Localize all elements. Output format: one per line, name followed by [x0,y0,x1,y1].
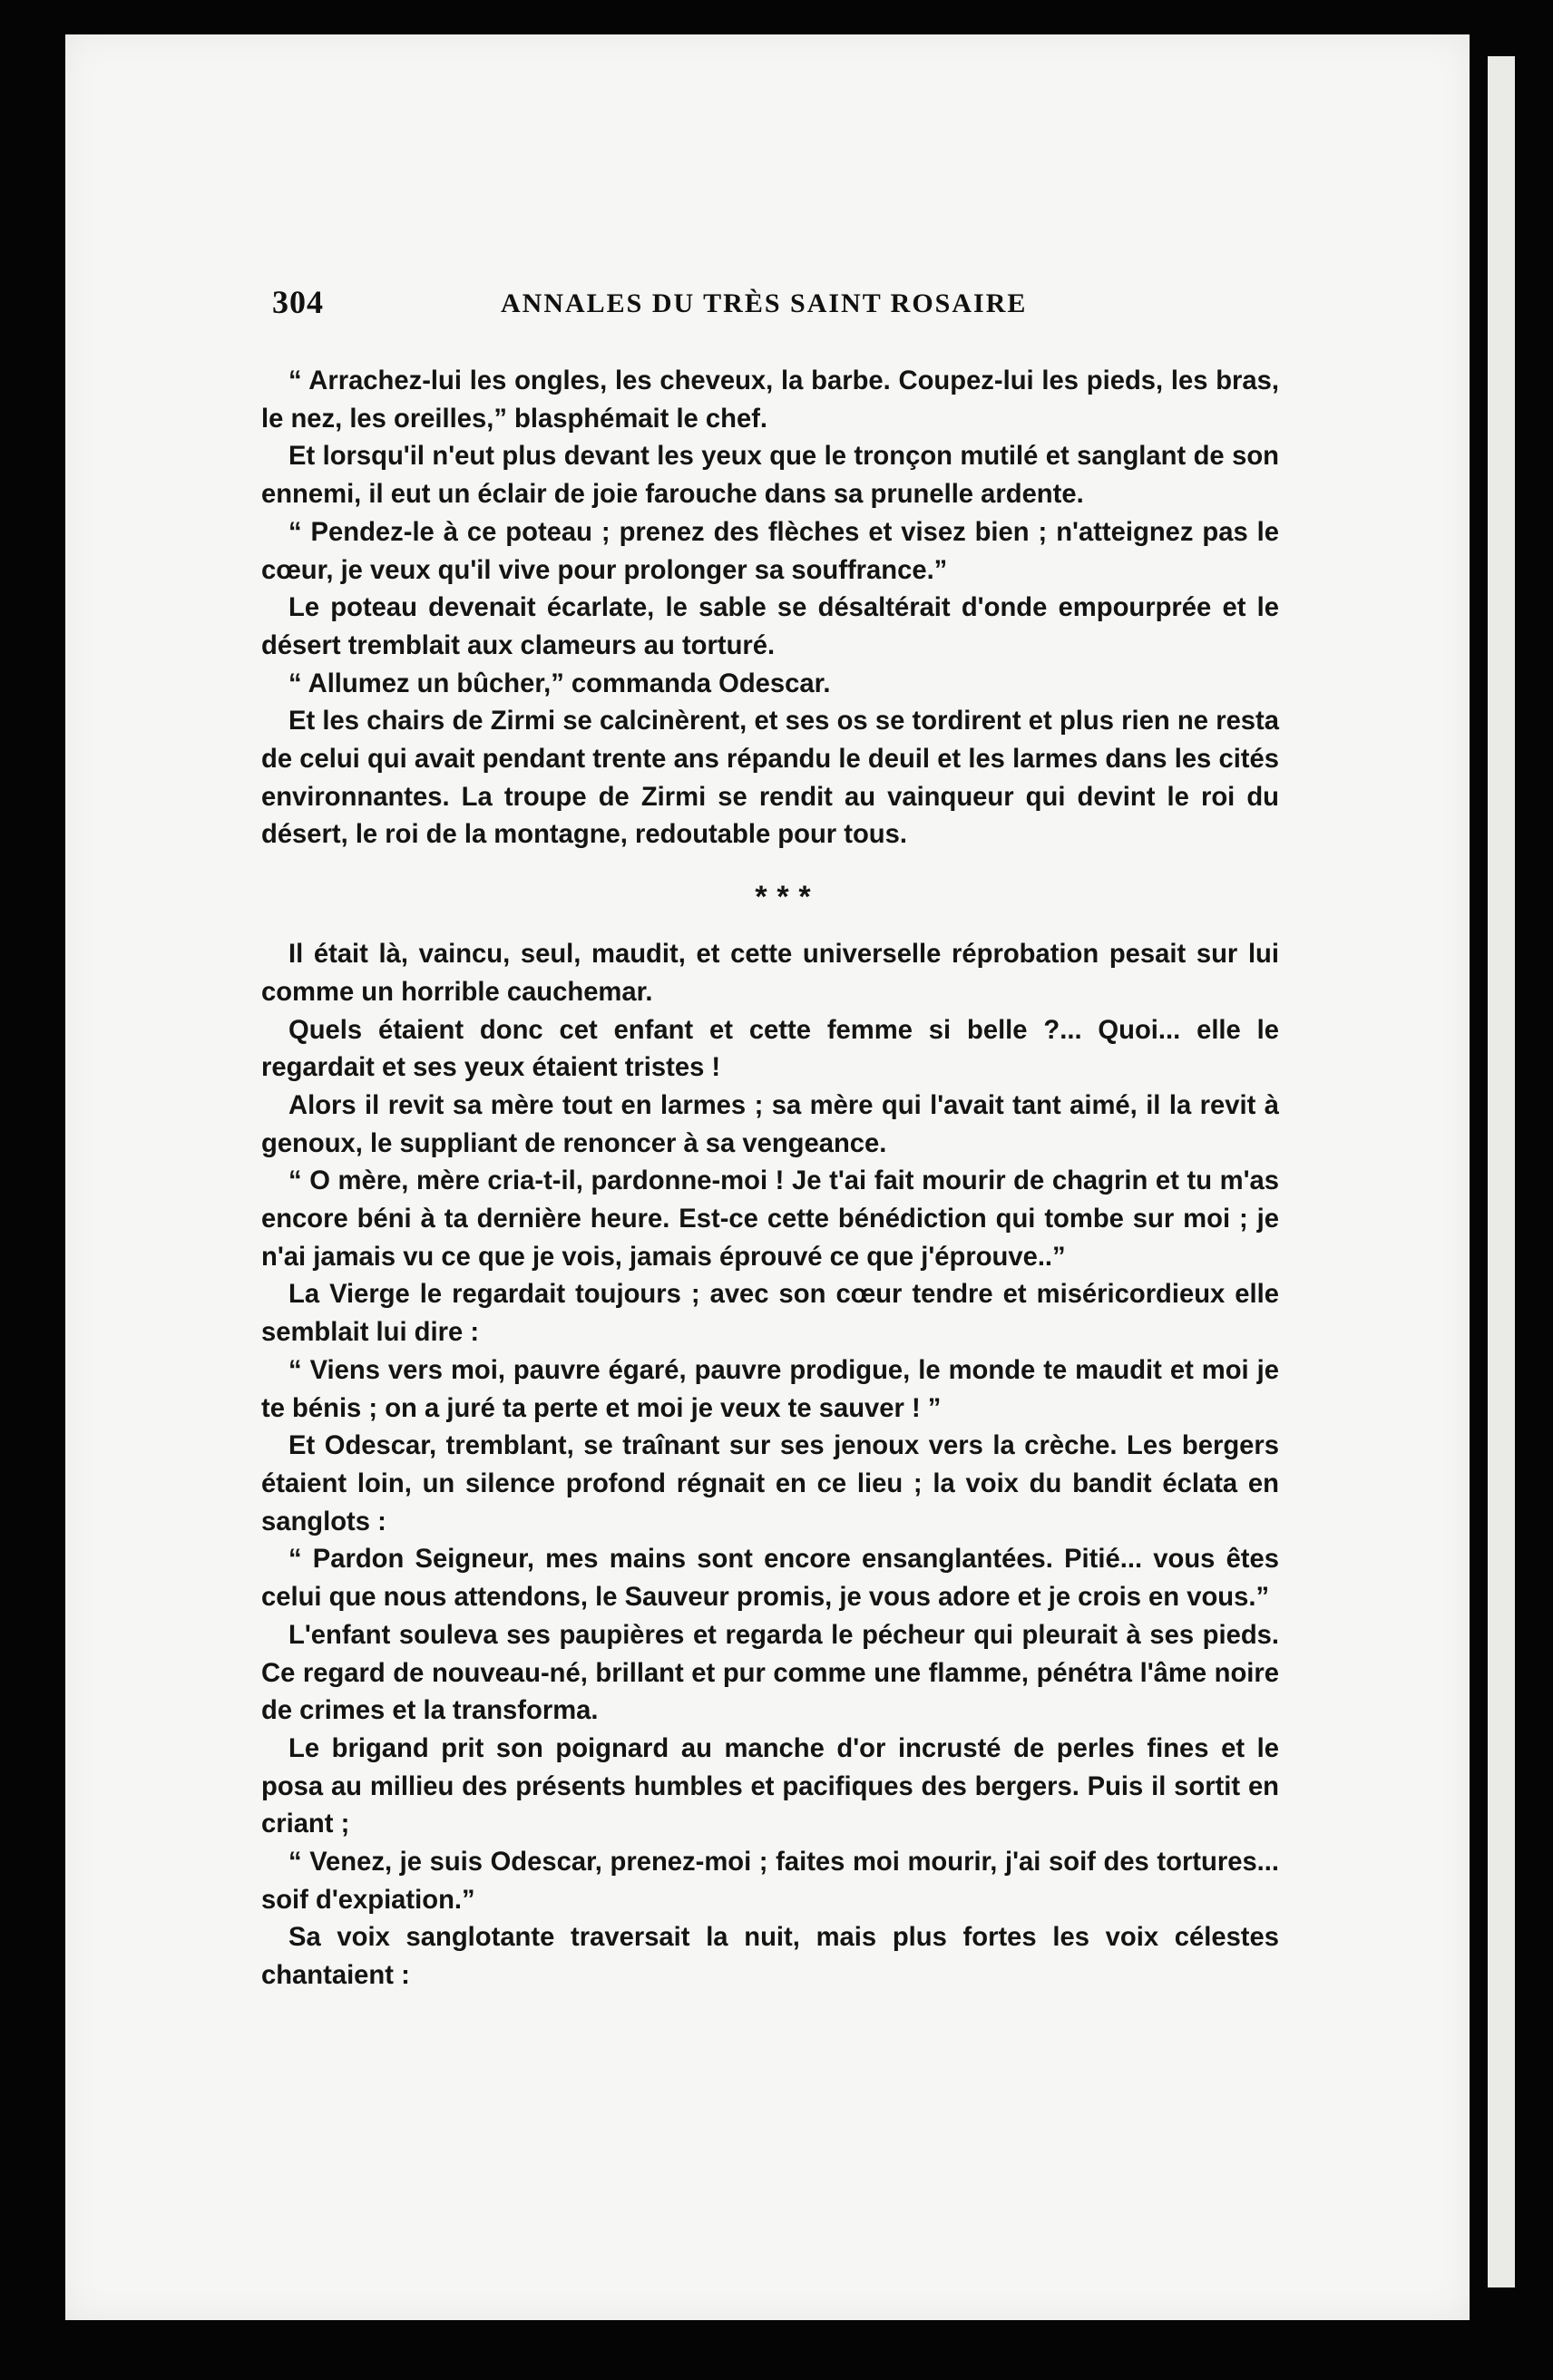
paragraph: “ Allumez un bûcher,” commanda Odescar. [288,668,831,698]
paragraph: L'enfant souleva ses paupières et regarda le pécheur qui pleurait à ses pieds. Ce regard de nouveau-né, brillant et pur comme une flamme, pénétra l'âme noire de crimes et la transforma. [261,1620,1279,1726]
page-number: 304 [272,284,324,320]
page-header [272,283,1288,328]
paragraph: “ Venez, je suis Odescar, prenez-moi ; faites moi mourir, j'ai soif des tortures... soif d'expiation.” [261,1848,1279,1915]
paragraph: Sa voix sanglotante traversait la nuit, mais plus fortes les voix célestes chantaient : [261,1923,1279,1991]
paragraph: Et les chairs de Zirmi se calcinèrent, et ses os se tordirent et plus rien ne resta de celui qui avait pendant trente ans répandu le deuil et les larmes dans les cités environnantes. La troupe de Zirmi se rendit au vainqueur qui devint le roi du désert, le roi de la montagne, redoutable pour tous. [261,707,1279,850]
adjacent-page-edge [1488,56,1515,2287]
paragraph: “ Pardon Seigneur, mes mains sont encore ensanglantées. Pitié... vous êtes celui que nous attendons, le Sauveur promis, je vous adore et je crois en vous.” [261,1545,1279,1613]
paragraph: “ Arrachez-lui les ongles, les cheveux, la barbe. Coupez-lui les pieds, les bras, le nez, les oreilles,” blasphémait le chef. [261,366,1279,434]
paragraph: Quels étaient donc cet enfant et cette femme si belle ?... Quoi... elle le regardait et ses yeux étaient tristes ! [261,1015,1279,1083]
paragraph: “ Pendez-le à ce poteau ; prenez des flèches et visez bien ; n'atteignez pas le cœur, je veux qu'il vive pour prolonger sa souffrance.” [261,517,1279,585]
paragraph: “ Viens vers moi, pauvre égaré, pauvre prodigue, le monde te maudit et moi je te bénis ; on a juré ta perte et moi je veux te sauver ! ” [261,1355,1279,1423]
running-title: ANNALES DU TRÈS SAINT ROSAIRE [501,288,1028,318]
paragraph: Il était là, vaincu, seul, maudit, et cette universelle réprobation pesait sur lui comme un horrible cauchemar. [261,940,1279,1007]
section-separator: * * * [755,880,813,915]
body-text [261,363,1279,1995]
paragraph: “ O mère, mère cria-t-il, pardonne-moi ! Je t'ai fait mourir de chagrin et tu m'as encore béni à ta dernière heure. Est-ce cette bénédiction qui tombe sur moi ; je n'ai jamais vu ce que je vois, jamais éprouvé ce que j'éprouve..” [261,1166,1279,1272]
paragraph: Le poteau devenait écarlate, le sable se désaltérait d'onde empourprée et le désert tremblait aux clameurs au torturé. [261,593,1279,660]
paragraph: Alors il revit sa mère tout en larmes ; sa mère qui l'avait tant aimé, il la revit à genoux, le suppliant de renoncer à sa vengeance. [261,1090,1279,1158]
paragraph: La Vierge le regardait toujours ; avec son cœur tendre et miséricordieux elle semblait lui dire : [261,1280,1279,1348]
paragraph: Et lorsqu'il n'eut plus devant les yeux que le tronçon mutilé et sanglant de son ennemi, il eut un éclair de joie farouche dans sa prunelle ardente. [261,442,1279,510]
paragraph: Et Odescar, tremblant, se traînant sur ses jenoux vers la crèche. Les bergers étaient loin, un silence profond régnait en ce lieu ; la voix du bandit éclata en sanglots : [261,1431,1279,1536]
paragraph: Le brigand prit son poignard au manche d'or incrusté de perles fines et le posa au millieu des présents humbles et pacifiques des bergers. Puis il sortit en criant ; [261,1733,1279,1839]
